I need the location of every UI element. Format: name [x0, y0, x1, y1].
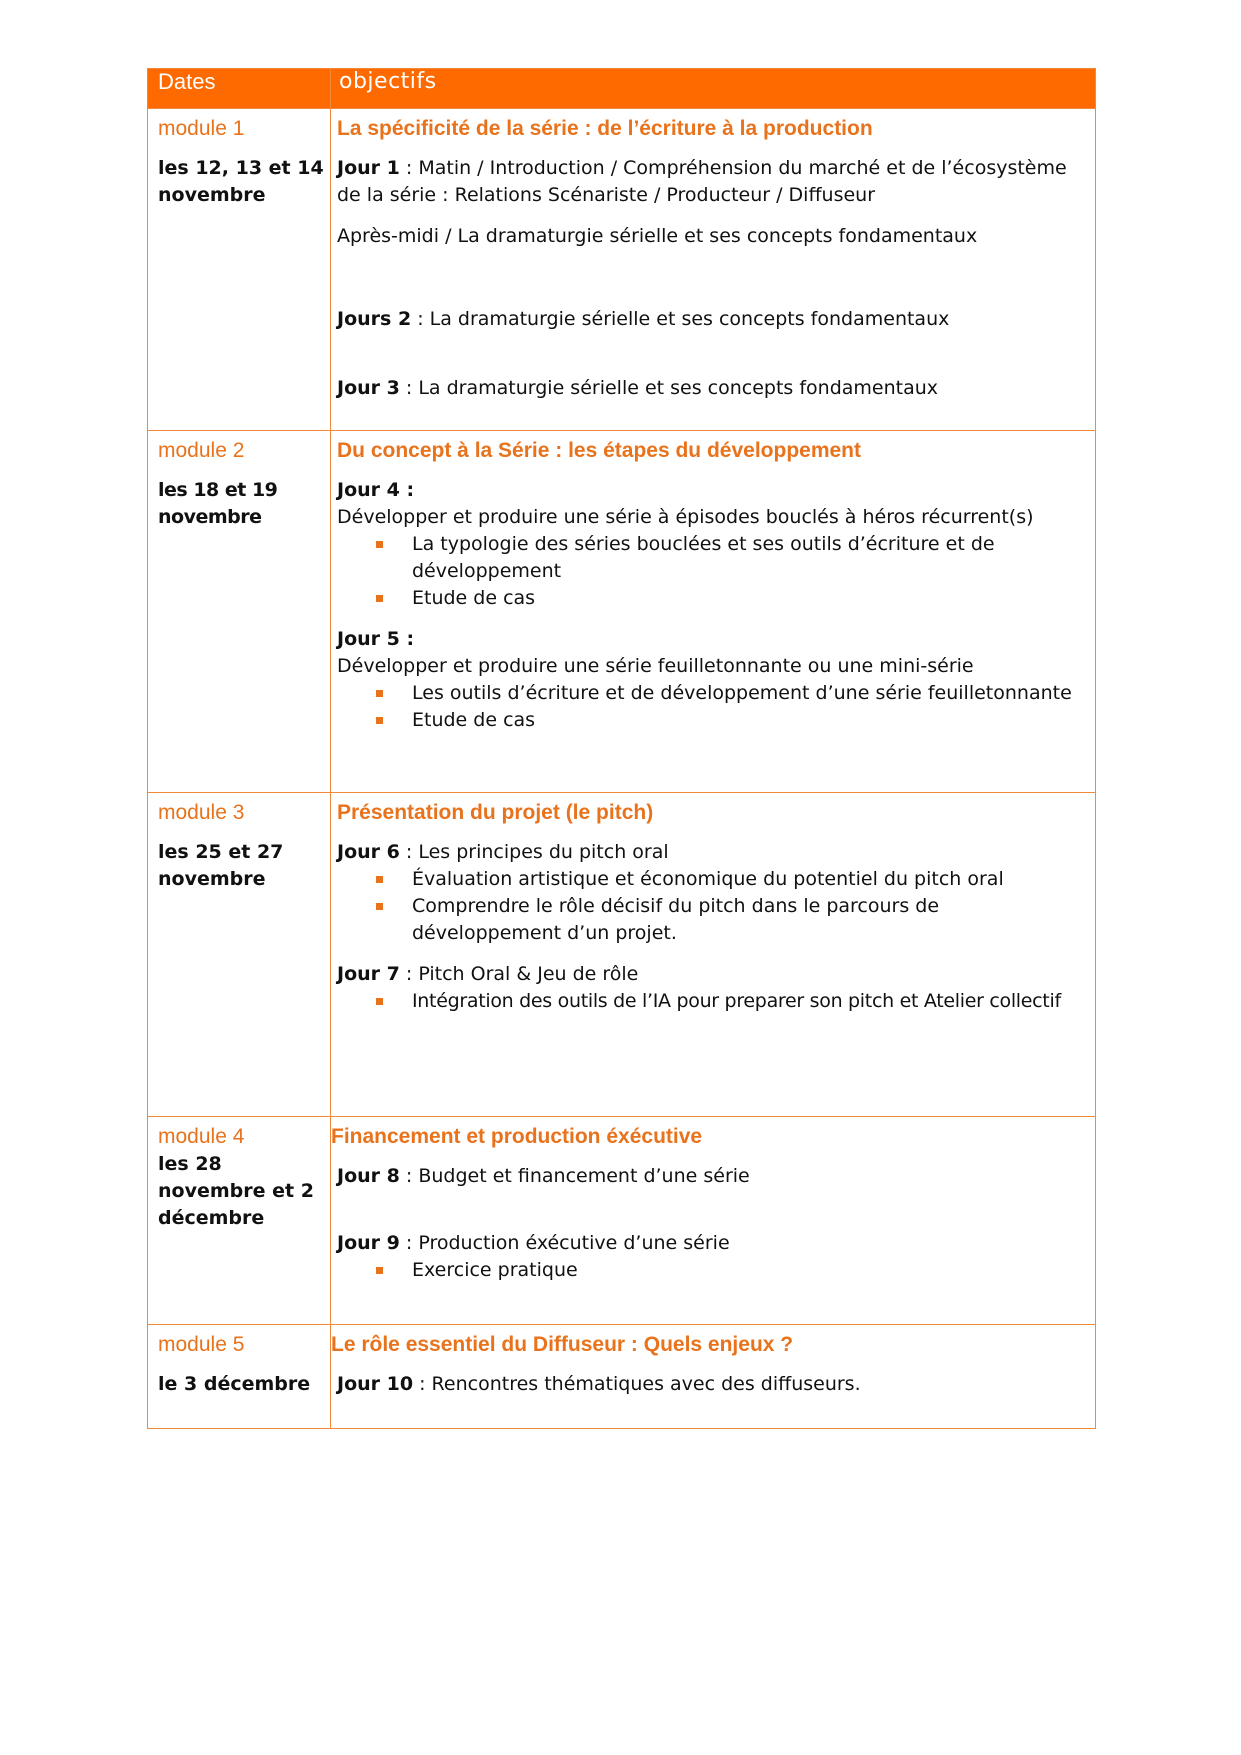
module-2-date-cell [148, 431, 331, 793]
jour-4-bullets [337, 531, 1091, 612]
module-3-objectives-cell [331, 793, 1096, 1117]
jour-6-line [337, 839, 1091, 866]
list-item: Comprendre le rôle décisif du pitch dans le parcours de développement d’un projet. [412, 893, 1091, 947]
jour-9-text: : Production éxécutive d’une série [399, 1232, 730, 1254]
module-5-title: Le rôle essentiel du Diffuseur : Quels enjeux ? [331, 1333, 794, 1356]
module-4-title: Financement et production éxécutive [331, 1125, 703, 1148]
module-2-dates: les 18 et 19 novembre [158, 479, 278, 528]
header-dates: Dates [148, 69, 331, 109]
jour-3-line [337, 375, 1091, 402]
jour-7-text: : Pitch Oral & Jeu de rôle [399, 963, 639, 985]
module-1-dates: les 12, 13 et 14 novembre [158, 157, 324, 206]
jour-2-line [337, 306, 1091, 333]
list-item: Les outils d’écriture et de développement d’une série feuilletonnante [412, 680, 1091, 707]
jour-1-label: Jour 1 [337, 157, 400, 179]
jour-2-label: Jours 2 [337, 308, 412, 330]
jour-8-line [337, 1163, 1091, 1190]
module-1-label: module 1 [158, 117, 245, 140]
square-bullet-icon [376, 541, 383, 548]
module-4-date-cell [148, 1117, 331, 1325]
jour-8-label: Jour 8 [337, 1165, 400, 1187]
list-item: Etude de cas [412, 707, 1091, 734]
module-1-date-cell [148, 109, 331, 431]
module-1-objectives-cell [331, 109, 1096, 431]
jour-7-bullets [337, 988, 1091, 1015]
jour-10-text: : Rencontres thématiques avec des diffuseurs. [413, 1373, 861, 1395]
apres-midi-line: Après-midi / La dramaturgie sérielle et ses concepts fondamentaux [337, 225, 978, 247]
module-4-dates: les 28 novembre et 2 décembre [158, 1153, 314, 1229]
square-bullet-icon [376, 1267, 383, 1274]
module-1-title: La spécificité de la série : de l’écriture à la production [337, 117, 873, 140]
jour-5-text: Développer et produire une série feuilletonnante ou une mini-série [337, 655, 974, 677]
module-4-label: module 4 [158, 1125, 245, 1148]
table-header-row [148, 69, 1096, 109]
module-2-title: Du concept à la Série : les étapes du développement [337, 439, 861, 462]
jour-3-text: : La dramaturgie sérielle et ses concepts fondamentaux [399, 377, 939, 399]
jour-10-label: Jour 10 [337, 1373, 414, 1395]
module-2-label: module 2 [158, 439, 245, 462]
square-bullet-icon [376, 998, 383, 1005]
module-row-5 [148, 1325, 1096, 1429]
jour-1-line [337, 155, 1091, 209]
jour-5-bullets [337, 680, 1091, 734]
module-5-label: module 5 [158, 1333, 245, 1356]
list-item: Exercice pratique [412, 1257, 1091, 1284]
jour-9-bullets [337, 1257, 1091, 1284]
jour-9-line [337, 1230, 1091, 1257]
jour-7-label: Jour 7 [337, 963, 400, 985]
module-5-objectives-cell [331, 1325, 1096, 1429]
square-bullet-icon [376, 690, 383, 697]
module-5-dates: le 3 décembre [158, 1373, 311, 1395]
jour-3-label: Jour 3 [337, 377, 400, 399]
header-objectifs: objectifs [331, 69, 1096, 109]
list-item: La typologie des séries bouclées et ses outils d’écriture et de développement [412, 531, 1091, 585]
module-row-4 [148, 1117, 1096, 1325]
jour-1-text: : Matin / Introduction / Compréhension du marché et de l’écosystème de la série : Relations Scénariste / Producteur / Diffuseur [337, 157, 1067, 206]
jour-6-label: Jour 6 [337, 841, 400, 863]
module-row-1 [148, 109, 1096, 431]
list-item: Intégration des outils de l’IA pour preparer son pitch et Atelier collectif [412, 988, 1091, 1015]
jour-6-bullets [337, 866, 1091, 947]
program-schedule-table [147, 68, 1096, 1429]
module-3-date-cell [148, 793, 331, 1117]
jour-6-text: : Les principes du pitch oral [399, 841, 669, 863]
jour-9-label: Jour 9 [337, 1232, 400, 1254]
module-row-2 [148, 431, 1096, 793]
module-3-title: Présentation du projet (le pitch) [337, 801, 654, 824]
list-item: Etude de cas [412, 585, 1091, 612]
square-bullet-icon [376, 717, 383, 724]
jour-7-line [337, 961, 1091, 988]
jour-2-text: : La dramaturgie sérielle et ses concepts fondamentaux [411, 308, 950, 330]
module-row-3 [148, 793, 1096, 1117]
square-bullet-icon [376, 876, 383, 883]
jour-10-line [337, 1371, 1091, 1398]
module-5-date-cell [148, 1325, 331, 1429]
module-4-objectives-cell [331, 1117, 1096, 1325]
module-3-dates: les 25 et 27 novembre [158, 841, 284, 890]
square-bullet-icon [376, 903, 383, 910]
module-3-label: module 3 [158, 801, 245, 824]
list-item: Évaluation artistique et économique du potentiel du pitch oral [412, 866, 1091, 893]
jour-8-text: : Budget et financement d’une série [399, 1165, 750, 1187]
jour-4-text: Développer et produire une série à épisodes bouclés à héros récurrent(s) [337, 506, 1034, 528]
square-bullet-icon [376, 595, 383, 602]
jour-5-label: Jour 5 : [337, 628, 415, 650]
jour-4-label: Jour 4 : [337, 479, 415, 501]
module-2-objectives-cell [331, 431, 1096, 793]
